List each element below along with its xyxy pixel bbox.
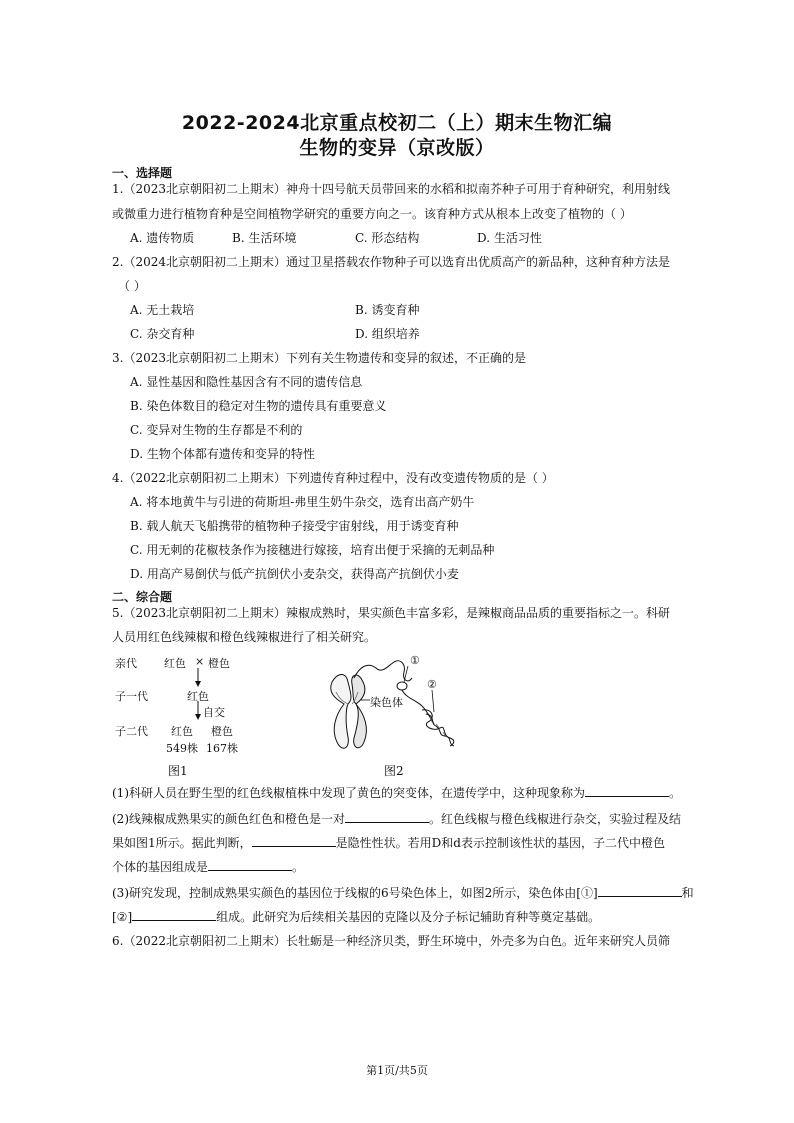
q5-sub1-end: 。 — [669, 786, 682, 800]
fig2-marker-1: ① — [410, 654, 420, 667]
q5-sub3-line1 — [112, 884, 694, 901]
q5-sub1-text: (1)科研人员在野生型的红色线椒植株中发现了黄色的突变体，在遗传学中，这种现象称为 — [112, 786, 586, 800]
fig2-marker-2: ② — [427, 678, 437, 691]
q5-sub2-text-d: 是隐性性状。若用D和d表示控制该性状的基因，子二代中橙色 — [335, 836, 665, 850]
fig1-f1-red: 红色 — [187, 690, 209, 703]
q3-option-d: D. 生物个体都有遗传和变异的特性 — [130, 447, 315, 461]
q4-option-a: A. 将本地黄牛与引进的荷斯坦-弗里生奶牛杂交，选育出高产奶牛 — [130, 495, 475, 509]
q2-stem-line2: （ ） — [118, 279, 146, 293]
q1-option-c: C. 形态结构 — [355, 231, 420, 245]
q2-option-c: C. 杂交育种 — [130, 327, 195, 341]
q1-stem-line1: 1.（2023北京朝阳初二上期末）神舟十四号航天员带回来的水稻和拟南芥种子可用于育种研究，利用射线 — [112, 182, 670, 196]
q5-stem-line2: 人员用红色线辣椒和橙色线辣椒进行了相关研究。 — [112, 630, 377, 644]
q5-sub2-line2 — [112, 834, 665, 851]
fig1-f2-red: 红色 — [171, 725, 193, 738]
q2-option-d: D. 组织培养 — [355, 327, 420, 341]
document-title: 2022-2024北京重点校初二（上）期末生物汇编 — [181, 112, 613, 134]
fig1-f1-label: 子一代 — [115, 690, 148, 703]
fig2-chromosome-label: 染色体 — [370, 696, 403, 709]
q3-option-a: A. 显性基因和隐性基因含有不同的遗传信息 — [130, 375, 363, 389]
q5-sub2-text-a: (2)线辣椒成熟果实的颜色红色和橙色是一对 — [112, 812, 345, 826]
q5-sub3-text-c: [②] — [112, 910, 133, 924]
page-number-footer: 第1页/共5页 — [366, 1064, 428, 1077]
q5-sub2-text-b: 。红色线椒与橙色线椒进行杂交，实验过程及结 — [429, 812, 682, 826]
q5-sub3-line2 — [112, 908, 600, 925]
fig2-caption: 图2 — [384, 764, 404, 778]
q5-sub2-answer-blank-3[interactable] — [208, 858, 292, 871]
q1-option-b: B. 生活环境 — [232, 231, 297, 245]
q4-stem: 4.（2022北京朝阳初二上期末）下列遗传育种过程中，没有改变遗传物质的是（ ） — [112, 471, 554, 485]
q5-sub1 — [112, 784, 681, 801]
q5-sub3-text-b: 和 — [681, 886, 694, 900]
q3-option-c: C. 变异对生物的生存都是不利的 — [130, 423, 303, 437]
section-choice-heading: 一、选择题 — [112, 166, 173, 180]
q5-sub3-text-a: (3)研究发现，控制成熟果实颜色的基因位于线椒的6号染色体上，如图2所示，染色体由[①] — [112, 886, 598, 900]
fig1-parent-red: 红色 — [164, 657, 186, 670]
q5-sub1-answer-blank[interactable] — [585, 784, 669, 797]
fig1-selfing-label: 自交 — [203, 706, 225, 719]
q1-option-d: D. 生活习性 — [477, 231, 542, 245]
fig1-f2-orange-count: 167株 — [206, 742, 238, 755]
q5-sub2-answer-blank-2[interactable] — [252, 834, 336, 847]
q3-option-b: B. 染色体数目的稳定对生物的遗传具有重要意义 — [130, 399, 387, 413]
q5-sub2-text-c: 果如图1所示。据此判断， — [112, 836, 252, 850]
fig1-arrow-down-icon — [192, 668, 204, 688]
document-subtitle: 生物的变异（京改版） — [299, 137, 495, 159]
q5-sub3-answer-blank-1[interactable] — [598, 884, 682, 897]
q5-sub2-line3 — [112, 858, 304, 875]
q5-sub2-text-e: 个体的基因组成是 — [112, 860, 209, 874]
q5-stem-line1: 5.（2023北京朝阳初二上期末）辣椒成熟时，果实颜色丰富多彩，是辣椒商品品质的重要指标之一。科研 — [112, 606, 670, 620]
q5-sub3-answer-blank-2[interactable] — [132, 908, 216, 921]
section-comprehensive-heading: 二、综合题 — [112, 590, 173, 604]
fig1-f2-red-count: 549株 — [166, 742, 198, 755]
q4-option-b: B. 载人航天飞船携带的植物种子接受宇宙射线，用于诱变育种 — [130, 519, 459, 533]
q5-sub2-line1 — [112, 810, 681, 827]
q4-option-d: D. 用高产易倒伏与低产抗倒伏小麦杂交，获得高产抗倒伏小麦 — [130, 567, 459, 581]
q6-stem-line1: 6.（2022北京朝阳初二上期末）长牡蛎是一种经济贝类，野生环境中，外壳多为白色。近年来研究人员筛 — [112, 934, 670, 948]
q1-option-a: A. 遗传物质 — [130, 231, 195, 245]
q2-option-b: B. 诱变育种 — [355, 303, 420, 317]
q4-option-c: C. 用无刺的花椒枝条作为接穗进行嫁接，培育出便于采摘的无刺品种 — [130, 543, 495, 557]
q2-stem-line1: 2.（2024北京朝阳初二上期末）通过卫星搭载农作物种子可以选育出优质高产的新品种，这种育种方法是 — [112, 255, 670, 269]
fig1-cross-symbol: × — [195, 655, 205, 668]
q2-option-a: A. 无土栽培 — [130, 303, 195, 317]
fig1-parent-orange: 橙色 — [208, 657, 230, 670]
q3-stem: 3.（2023北京朝阳初二上期末）下列有关生物遗传和变异的叙述，不正确的是 — [112, 351, 526, 365]
q5-sub2-text-f: 。 — [292, 860, 305, 874]
fig1-f2-orange: 橙色 — [211, 725, 233, 738]
q5-sub2-answer-blank-1[interactable] — [345, 810, 429, 823]
fig1-caption: 图1 — [168, 764, 188, 778]
fig1-f2-label: 子二代 — [115, 725, 148, 738]
q1-stem-line2: 或微重力进行植物育种是空间植物学研究的重要方向之一。该育种方式从根本上改变了植物的（ ） — [112, 207, 632, 221]
fig1-parent-label: 亲代 — [115, 657, 137, 670]
q5-sub3-text-d: 组成。此研究为后续相关基因的克隆以及分子标记辅助育种等奠定基础。 — [216, 910, 601, 924]
